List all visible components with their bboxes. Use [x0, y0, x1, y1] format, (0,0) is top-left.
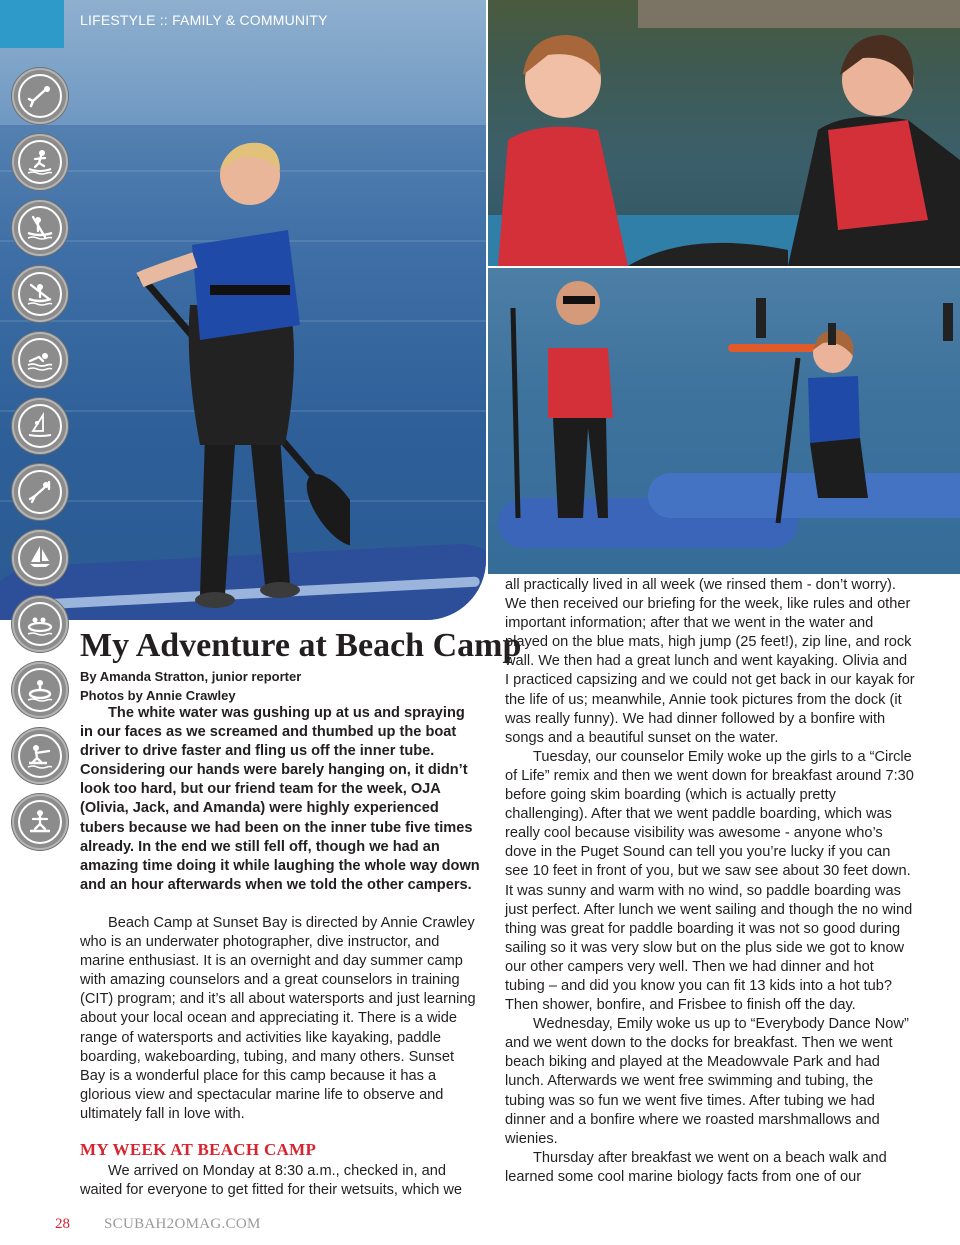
diver-icon [12, 68, 68, 124]
right-column [505, 576, 915, 1187]
monday-paragraph-start: We arrived on Monday at 8:30 a.m., checked in, and waited for everyone to get fitted for their wetsuits, which we [80, 1163, 463, 1199]
photo-credit: Photos by Annie Crawley [80, 688, 236, 703]
thursday-paragraph: Thursday after breakfast we went on a beach walk and learned some cool marine biology facts from one of our [505, 1149, 887, 1185]
byline: By Amanda Stratton, junior reporter [80, 669, 302, 684]
intro-column [80, 914, 480, 1124]
tubing-icon [12, 662, 68, 718]
photo-paddleboarders [488, 268, 960, 574]
raft-icon [12, 596, 68, 652]
monday-column-start [80, 1162, 480, 1200]
wakeboarder-icon [12, 728, 68, 784]
tuesday-paragraph: Tuesday, our counselor Emily woke up the girls to a “Circle of Life” remix and then we went down for breakfast around 7:30 before going skim boarding (which is actually pretty challenging). After that we went paddle boarding, which was really cool because visibility was awesome - anyone who’s dove in the Puget Sound can tell you you’re lucky if you can see 10 feet in front of you, but we saw see about 30 feet down. It was sunny and warm with no wind, so paddle boarding was just perfect. After lunch we went sailing and though the no wind thing was great for paddle boarding it was not so good during sailing so it was very slow but on the plus side we got to know our other campers very well. Then we had dinner and hot tubing – and did you know you can fit 13 kids into a hot tub? Then shower, bonfire, and Frisbee to finish off the day. [505, 748, 914, 1014]
main-photo-paddleboarder [0, 0, 486, 620]
photo-two-girls-on-mat [488, 0, 960, 266]
sailboat-icon [12, 530, 68, 586]
article-title: My Adventure at Beach Camp [80, 627, 522, 664]
intro-paragraph: Beach Camp at Sunset Bay is directed by Annie Crawley who is an underwater photographer, dive instructor, and marine enthusiast. It is an overnight and day summer camp with amazing counselors and a great counselors in training (CIT) program; and it’s all about watersports and just learning about your local ocean and appreciating it. There is a wide range of watersports and activities like kayaking, paddle boarding, wakeboarding, tubing, and many others. Sunset Bay is a wonderful place for this camp because it has a glorious view and spectacular marine life to observe and ultimately fall in love with. [80, 915, 476, 1122]
swimmer-icon [12, 332, 68, 388]
page-number: 28 [55, 1216, 70, 1232]
windsurfer-icon [12, 398, 68, 454]
surfer-icon [12, 134, 68, 190]
kayaker-icon [12, 200, 68, 256]
section-heading: MY WEEK AT BEACH CAMP [80, 1140, 317, 1159]
lead-paragraph [80, 704, 480, 895]
snorkeler-icon [12, 464, 68, 520]
site-url: SCUBAH2OMAG.COM [104, 1216, 261, 1232]
boarder-icon [12, 794, 68, 850]
section-tab [0, 0, 64, 48]
monday-paragraph-cont: all practically lived in all week (we rinsed them - don’t worry). We then received our briefing for the week, like rules and other important information; after that we went in the water and played on the blue mats, high jump (25 feet!), zip line, and rock wall. We then had a great lunch and went kayaking. Olivia and I practiced capsizing and we could not get back in our kayak for the life of us; meanwhile, Annie took pictures from the dock (it was really funny). We had dinner followed by a bonfire with songs and a beautiful sunset on the water. [505, 577, 915, 746]
section-label: LIFESTYLE :: FAMILY & COMMUNITY [80, 12, 328, 28]
paddler-icon [12, 266, 68, 322]
wednesday-paragraph: Wednesday, Emily woke us up to “Everybody Dance Now” and we went down to the docks for breakfast. Then we went beach biking and played at the Meadowvale Park and had lunch. Afterwards we went free swimming and tubing, the tubing was so fun we went five times. After tubing we had dinner and a bonfire where we roasted marshmallows and wienies. [505, 1016, 909, 1147]
lead-text: The white water was gushing up at us and spraying in our faces as we screamed and thumbed up the boat driver to drive faster and fling us off the inner tube. Considering our hands were barely hanging on, it didn’t look too hard, but our friend team for the week, OJA (Olivia, Jack, and Amanda) were highly experienced tubers because we had been on the inner tube five times already. In the end we still fell off, though we had an amazing time doing it while laughing the whole way down and an hour afterwards when we told the other campers. [80, 705, 480, 893]
